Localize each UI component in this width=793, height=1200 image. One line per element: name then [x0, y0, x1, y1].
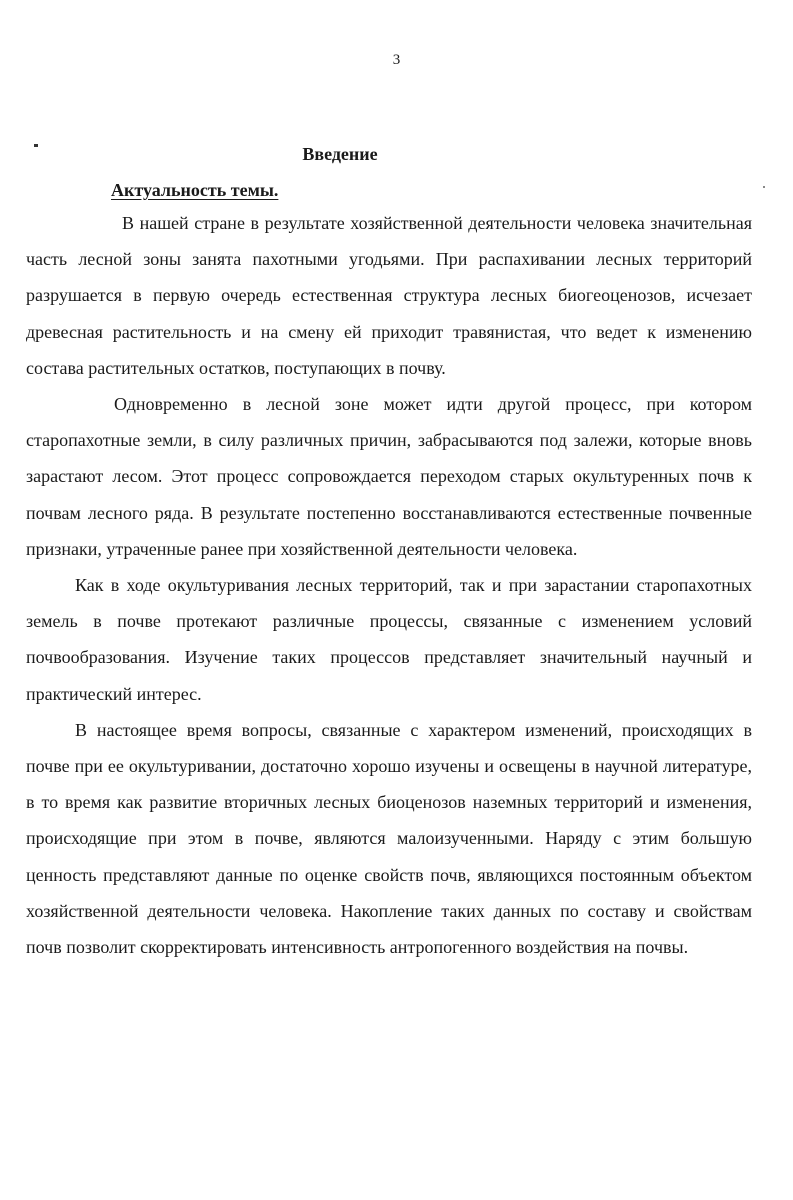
section-subtitle: Актуальность темы. [111, 180, 279, 200]
paragraph: В нашей стране в результате хозяйственной деятельности человека значительная часть лесной зоны занята пахотными угодьями. При распахивании лесных территорий разрушается в первую очередь естественная структура лесных биогеоценозов, исчезает древесная растительность и на смену ей приходит травянистая, что ведет к изменению состава растительных остатков, поступающих в почву. [26, 213, 752, 378]
paragraph: Как в ходе окультуривания лесных территорий, так и при зарастании старопахотных земель в почве протекают различные процессы, связанные с изменением условий почвообразования. Изучение таких процессов представляет значительный научный и практический интерес. [26, 575, 752, 704]
page-number: 3 [392, 52, 401, 68]
section-title [0, 144, 680, 165]
scan-speck [763, 186, 765, 188]
body-text [26, 205, 752, 965]
paragraph: В настоящее время вопросы, связанные с характером изменений, происходящих в почве при ее окультуривании, достаточно хорошо изучены и освещены в научной литературе, в то время как развитие вторичных лесных биоценозов наземных территорий и изменения, происходящие при этом в почве, являются малоизученными. Наряду с этим большую ценность представляют данные по оценке свойств почв, являющихся постоянным объектом хозяйственной деятельности человека. Накопление таких данных по составу и свойствам почв позволит скорректировать интенсивность антропогенного воздействия на почвы. [26, 719, 752, 958]
paragraph: Одновременно в лесной зоне может идти другой процесс, при котором старопахотные земли, в силу различных причин, забрасываются под залежи, которые вновь зарастают лесом. Этот процесс сопровождается переходом старых окультуренных почв к почвам лесного ряда. В результате постепенно восстанавливаются естественные почвенные признаки, утраченные ранее при хозяйственной деятельности человека. [26, 394, 752, 559]
section-title-text: Введение [302, 144, 378, 164]
